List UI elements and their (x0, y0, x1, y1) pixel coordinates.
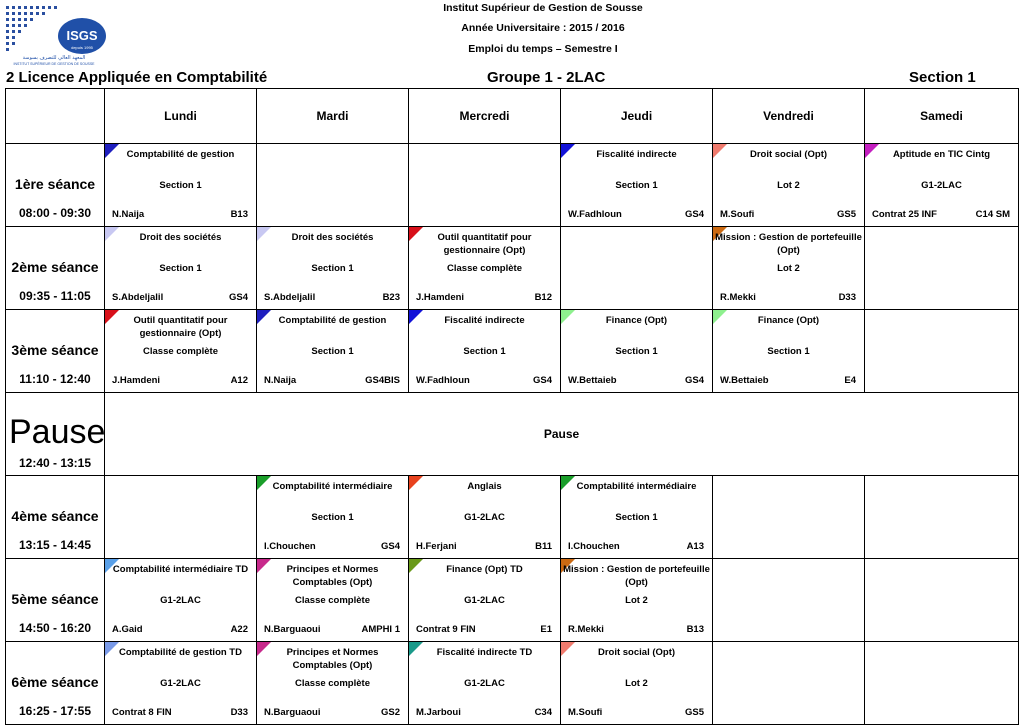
course-teacher: W.Fadhloun (416, 375, 470, 386)
course-cell (105, 144, 257, 227)
course-name: Droit des sociétés (139, 232, 222, 243)
session-time: 11:10 - 12:40 (19, 372, 91, 386)
course-room: A22 (230, 624, 248, 635)
course-group: G1-2LAC (464, 512, 505, 523)
course-teacher: N.Barguaoui (264, 624, 321, 635)
course-group: G1-2LAC (464, 595, 505, 606)
empty-cell (865, 476, 1019, 559)
course-cell (713, 310, 865, 393)
course-cell (105, 559, 257, 642)
session-name: 2ème séance (11, 259, 99, 275)
course-room: B12 (534, 292, 552, 303)
course-teacher: Contrat 25 INF (872, 209, 937, 220)
pause-cell: Pause (105, 393, 1019, 476)
course-group: Section 1 (311, 263, 354, 274)
empty-cell (105, 476, 257, 559)
session-name: 3ème séance (11, 342, 99, 358)
course-room: GS4 (532, 375, 552, 386)
empty-cell (561, 227, 713, 310)
course-teacher: Contrat 9 FIN (416, 624, 476, 635)
day-header: Samedi (865, 89, 1019, 144)
course-cell (409, 476, 561, 559)
course-room: B13 (230, 209, 248, 220)
course-cell (561, 559, 713, 642)
pause-label (6, 393, 105, 476)
course-room: GS5 (684, 707, 704, 718)
course-name: Droit des sociétés (291, 232, 374, 243)
course-group: G1-2LAC (160, 678, 201, 689)
course-group: Section 1 (159, 263, 202, 274)
course-cell (409, 310, 561, 393)
course-name: Mission : Gestion de portefeuille (Opt) (563, 564, 710, 588)
course-name: Comptabilité intermédiaire (576, 481, 697, 492)
empty-cell (257, 144, 409, 227)
course-name: Comptabilité de gestion (126, 149, 235, 160)
course-name: Fiscalité indirecte TD (436, 647, 533, 658)
course-cell (409, 227, 561, 310)
course-group: Section 1 (615, 180, 658, 191)
course-room: A12 (230, 375, 248, 386)
course-cell (257, 642, 409, 725)
empty-cell (713, 559, 865, 642)
course-room: E1 (540, 624, 552, 635)
logo-arabic: المعهد العالي للتصرف بسوسة (22, 55, 86, 61)
empty-cell (865, 227, 1019, 310)
day-header: Mercredi (409, 89, 561, 144)
program-title: 2 Licence Appliquée en Comptabilité (6, 69, 268, 86)
course-teacher: W.Bettaieb (568, 375, 617, 386)
empty-cell (713, 476, 865, 559)
course-cell (865, 144, 1019, 227)
course-cell (105, 642, 257, 725)
session-label (6, 476, 105, 559)
session-time: 09:35 - 11:05 (19, 289, 91, 303)
course-room: GS4 (684, 209, 704, 220)
empty-cell (865, 559, 1019, 642)
course-name: Principes et Normes Comptables (Opt) (286, 564, 379, 588)
empty-cell (865, 642, 1019, 725)
course-group: Section 1 (311, 346, 354, 357)
course-teacher: A.Gaid (112, 624, 143, 635)
course-teacher: J.Hamdeni (416, 292, 465, 303)
course-teacher: N.Barguaoui (264, 707, 321, 718)
day-header-row (6, 89, 1019, 144)
course-name: Outil quantitatif pour gestionnaire (Opt) (437, 232, 532, 256)
course-group: Section 1 (615, 346, 658, 357)
pause-time: 12:40 - 13:15 (18, 456, 92, 470)
empty-cell (713, 642, 865, 725)
course-group: Section 1 (159, 180, 202, 191)
course-teacher: I.Chouchen (568, 541, 620, 552)
course-group: Classe complète (447, 263, 522, 274)
session-row (6, 559, 1019, 642)
group-title: Groupe 1 - 2LAC (487, 69, 606, 86)
course-name: Anglais (467, 481, 502, 492)
session-time: 13:15 - 14:45 (18, 538, 92, 552)
logo-french: INSTITUT SUPÉRIEUR DE GESTION DE SOUSSE (13, 62, 95, 66)
course-room: C34 (534, 707, 552, 718)
session-name: 4ème séance (11, 508, 99, 524)
course-name: Droit social (Opt) (597, 647, 676, 658)
session-label (6, 642, 105, 725)
course-cell (257, 310, 409, 393)
academic-year: Année Universitaire : 2015 / 2016 (461, 22, 625, 34)
course-group: Section 1 (463, 346, 506, 357)
course-cell (409, 559, 561, 642)
course-room: GS4 (684, 375, 704, 386)
course-group: Lot 2 (777, 180, 800, 191)
course-group: Classe complète (143, 346, 218, 357)
course-teacher: R.Mekki (720, 292, 756, 303)
course-group: Lot 2 (625, 595, 648, 606)
course-group: Classe complète (295, 595, 370, 606)
course-teacher: M.Soufi (720, 209, 755, 220)
course-group: G1-2LAC (160, 595, 201, 606)
pause-row (6, 393, 1019, 476)
schedule-title: Emploi du temps – Semestre I (468, 43, 618, 55)
empty-cell (409, 144, 561, 227)
course-cell (257, 227, 409, 310)
session-time: 16:25 - 17:55 (18, 704, 92, 718)
course-cell (713, 227, 865, 310)
course-name: Comptabilité de gestion (278, 315, 387, 326)
course-name: Principes et Normes Comptables (Opt) (286, 647, 379, 671)
course-cell (713, 144, 865, 227)
course-room: GS4BIS (365, 375, 400, 386)
course-name: Droit social (Opt) (749, 149, 828, 160)
course-room: C14 SM (975, 209, 1010, 220)
course-cell (561, 310, 713, 393)
course-teacher: N.Naija (264, 375, 297, 386)
course-teacher: Contrat 8 FIN (112, 707, 172, 718)
course-name: Outil quantitatif pour gestionnaire (Opt) (133, 315, 228, 339)
session-label (6, 144, 105, 227)
course-room: GS4 (228, 292, 248, 303)
session-time: 14:50 - 16:20 (18, 621, 92, 635)
course-cell (409, 642, 561, 725)
course-teacher: J.Hamdeni (112, 375, 161, 386)
session-row (6, 476, 1019, 559)
day-header: Vendredi (713, 89, 865, 144)
session-row (6, 642, 1019, 725)
course-name: Comptabilité de gestion TD (119, 647, 242, 658)
course-cell (561, 642, 713, 725)
course-cell (561, 476, 713, 559)
course-name: Aptitude en TIC Cintg (892, 149, 991, 160)
day-header: Lundi (105, 89, 257, 144)
course-teacher: R.Mekki (568, 624, 604, 635)
session-label (6, 310, 105, 393)
institute-logo (4, 2, 108, 68)
course-teacher: S.Abdeljalil (264, 292, 316, 303)
course-group: G1-2LAC (921, 180, 962, 191)
course-teacher: I.Chouchen (264, 541, 316, 552)
session-name: 5ème séance (11, 591, 99, 607)
course-teacher: W.Fadhloun (568, 209, 622, 220)
course-room: GS2 (380, 707, 400, 718)
course-cell (105, 227, 257, 310)
course-name: Mission : Gestion de portefeuille (Opt) (715, 232, 862, 256)
course-room: D33 (230, 707, 248, 718)
course-name: Comptabilité intermédiaire TD (112, 564, 249, 575)
course-room: AMPHI 1 (361, 624, 400, 635)
session-time: 08:00 - 09:30 (18, 206, 92, 220)
course-name: Comptabilité intermédiaire (272, 481, 393, 492)
corner-cell (6, 89, 105, 144)
course-room: GS4 (380, 541, 400, 552)
course-room: D33 (838, 292, 856, 303)
course-group: Section 1 (311, 512, 354, 523)
session-name: 6ème séance (11, 674, 99, 690)
course-group: Section 1 (615, 512, 658, 523)
day-header: Jeudi (561, 89, 713, 144)
course-name: Finance (Opt) TD (446, 564, 523, 575)
section-title: Section 1 (909, 69, 976, 86)
logo-text: ISGS (66, 28, 98, 43)
course-teacher: M.Soufi (568, 707, 603, 718)
course-group: Section 1 (767, 346, 810, 357)
course-teacher: M.Jarboui (416, 707, 461, 718)
course-room: GS5 (836, 209, 856, 220)
course-group: Lot 2 (777, 263, 800, 274)
course-room: B11 (535, 541, 552, 552)
course-name: Fiscalité indirecte (596, 149, 677, 160)
course-teacher: H.Ferjani (416, 541, 457, 552)
logo-year: depuis 1995 (71, 45, 93, 50)
course-cell (257, 476, 409, 559)
course-group: G1-2LAC (464, 678, 505, 689)
course-teacher: N.Naija (112, 209, 145, 220)
day-header: Mardi (257, 89, 409, 144)
course-cell (105, 310, 257, 393)
session-row (6, 227, 1019, 310)
course-group: Classe complète (295, 678, 370, 689)
course-cell (257, 559, 409, 642)
course-room: E4 (844, 375, 856, 386)
course-name: Fiscalité indirecte (444, 315, 525, 326)
empty-cell (865, 310, 1019, 393)
course-teacher: W.Bettaieb (720, 375, 769, 386)
pause-title: Pause (9, 413, 106, 451)
session-name: 1ère séance (14, 176, 96, 192)
course-room: B13 (686, 624, 704, 635)
course-name: Finance (Opt) (605, 315, 668, 326)
course-teacher: S.Abdeljalil (112, 292, 164, 303)
session-row (6, 144, 1019, 227)
course-group: Lot 2 (625, 678, 648, 689)
course-name: Finance (Opt) (757, 315, 820, 326)
session-row (6, 310, 1019, 393)
session-label (6, 227, 105, 310)
timetable (5, 88, 1019, 725)
course-room: A13 (686, 541, 704, 552)
session-label (6, 559, 105, 642)
course-room: B23 (382, 292, 400, 303)
institute-name: Institut Supérieur de Gestion de Sousse (443, 2, 643, 14)
course-cell (561, 144, 713, 227)
